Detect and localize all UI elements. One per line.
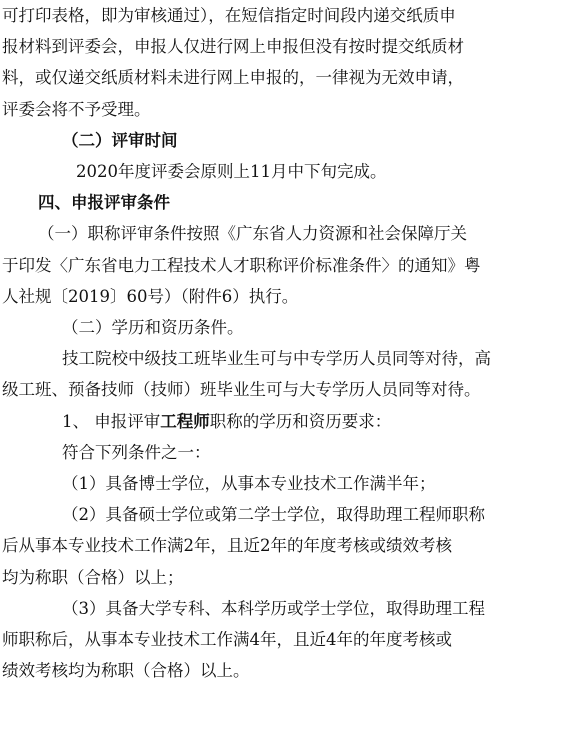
paragraph-line: （一）职称评审条件按照《广东省人力资源和社会保障厅关 xyxy=(38,224,467,244)
paragraph-line: 2020年度评委会原则上11月中下旬完成。 xyxy=(76,162,387,181)
section-heading: 四、申报评审条件 xyxy=(38,193,170,213)
subsection-heading: （二）学历和资历条件。 xyxy=(62,318,244,337)
paragraph-line: 于印发〈广东省电力工程技术人才职称评价标准条件〉的通知》粤 xyxy=(2,255,481,275)
paragraph-line: 报材料到评委会，申报人仅进行网上申报但没有按时提交纸质材 xyxy=(2,37,464,57)
requirement-suffix: 职称的学历和资历要求： xyxy=(209,411,392,431)
paragraph-line: 评委会将不予受理。 xyxy=(2,99,151,119)
paragraph-line: 人社规〔2019〕60号）（附件6）执行。 xyxy=(2,286,299,306)
paragraph-line: 技工院校中级技工班毕业生可与中专学历人员同等对待，高 xyxy=(62,349,491,369)
requirement-heading xyxy=(62,411,392,431)
section-heading: （二）评审时间 xyxy=(62,130,178,150)
paragraph-line: 符合下列条件之一： xyxy=(62,442,211,462)
paragraph-line: 师职称后，从事本专业技术工作满4年，且近4年的年度考核或 xyxy=(2,630,452,649)
list-item: （3）具备大学专科、本科学历或学士学位，取得助理工程 xyxy=(62,598,485,618)
paragraph-line: 可打印表格，即为审核通过），在短信指定时间段内递交纸质申 xyxy=(2,6,456,25)
engineer-title: 工程师 xyxy=(160,411,210,431)
list-item: （2）具备硕士学位或第二学士学位，取得助理工程师职称 xyxy=(62,505,485,525)
requirement-prefix: 1、 申报评审 xyxy=(62,411,161,431)
list-item: （1）具备博士学位，从事本专业技术工作满半年； xyxy=(62,474,436,493)
paragraph-line: 绩效考核均为称职（合格）以上。 xyxy=(2,661,250,681)
paragraph-line: 均为称职（合格）以上； xyxy=(2,567,184,587)
paragraph-line: 后从事本专业技术工作满2年，且近2年的年度考核或绩效考核 xyxy=(2,536,452,556)
paragraph-line: 级工班、预备技师（技师）班毕业生可与大专学历人员同等对待。 xyxy=(2,380,481,400)
paragraph-line: 料，或仅递交纸质材料未进行网上申报的，一律视为无效申请， xyxy=(2,68,464,88)
